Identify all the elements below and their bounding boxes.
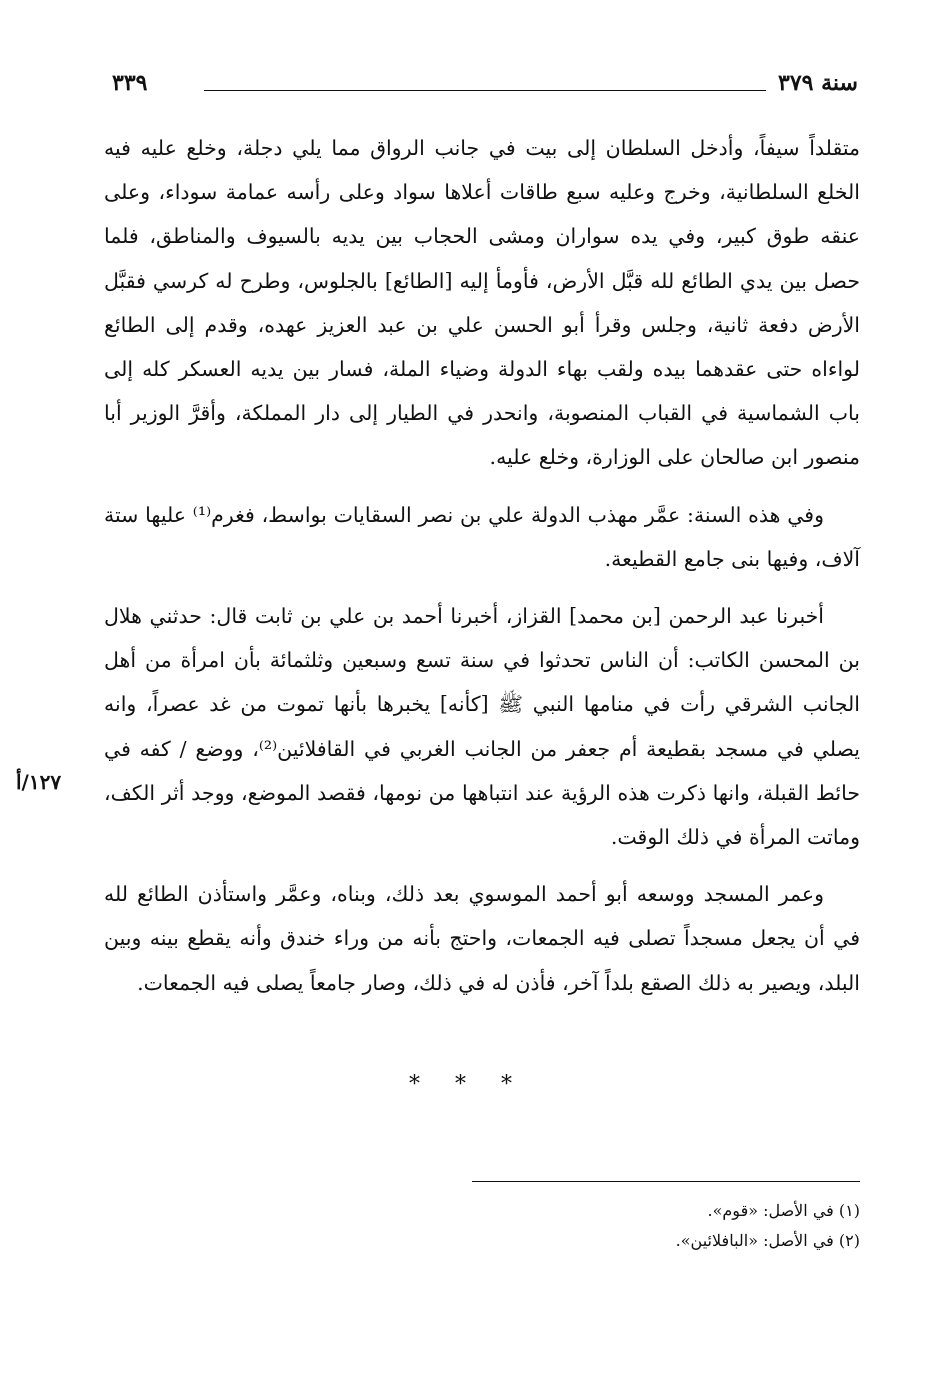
manuscript-folio-note: ١٢٧/أ: [16, 770, 62, 794]
paragraph-narration: أخبرنا عبد الرحمن [بن محمد] القزاز، أخبرنا أحمد بن علي بن ثابت قال: حدثني هلال بن المحسن الكاتب: أن الناس تحدثوا في سنة تسع وسبعين وثلثمائة بأن امرأة من أهل الجانب الشرقي رأت في منامها النبي ﷺ [كأنه] يخبرها بأنها تموت من غد عصراً، وانه يصلي في مسجد بقطيعة أم جعفر من الجانب الغربي في القافلائين⁽²⁾، ووضع / كفه في حائط القبلة، وانها ذكرت هذه الرؤية عند انتباهها من نومها، فقصد الموضع، ووجد أثر الكف، وماتت المرأة في ذلك الوقت.: [104, 604, 860, 850]
footnote-1: (١) في الأصل: «قوم».: [707, 1201, 860, 1220]
paragraph-mosque: وعمر المسجد ووسعه أبو أحمد الموسوي بعد ذلك، وبناه، وعمَّر واستأذن الطائع لله في أن يجعل مسجداً تصلى فيه الجمعات، واحتج بأنه من وراء خندق وأنه يقطع بينه وبين البلد، ويصير به ذلك الصقع بلداً آخر، فأذن له في ذلك، وصار جامعاً يصلى فيه الجمعات.: [104, 882, 860, 995]
footnote-2: (٢) في الأصل: «البافلائين».: [675, 1231, 860, 1250]
paragraph-continuation: متقلداً سيفاً، وأدخل السلطان إلى بيت في جانب الرواق مما يلي دجلة، وخلع عليه فيه الخلع السلطانية، وخرج وعليه سبع طاقات أعلاها سواد وعلى رأسه عمامة سوداء، وعلى عنقه طوق كبير، وفي يده سواران ومشى الحجاب بين يديه بالسيوف والمناطق، فلما حصل بين يدي الطائع لله قبَّل الأرض، فأومأ إليه [الطائع] بالجلوس، وطرح له كرسي فقبَّل الأرض دفعة ثانية، وجلس وقرأ أبو الحسن علي بن عبد العزيز عهده، وقدم إلى الطائع لواءاه حتى عقدهما بيده ولقب بهاء الدولة وضياء الملة، فسار بين يديه العسكر كله إلى باب الشماسية في القباب المنصوبة، وانحدر في الطيار إلى دار المملكة، وأقرَّ الوزير أبا منصور ابن صالحان على الوزارة، وخلع عليه.: [104, 136, 860, 470]
paragraph-year-events: وفي هذه السنة: عمَّر مهذب الدولة علي بن نصر السقايات بواسط، فغرم⁽¹⁾ عليها ستة آلاف، وفيها بنى جامع القطيعة.: [104, 502, 860, 571]
header-rule: [204, 90, 766, 91]
running-head-year: سنة ٣٧٩: [778, 70, 858, 96]
footnote-rule: [472, 1181, 860, 1182]
page-header: [112, 66, 858, 100]
section-separator: * * *: [409, 1072, 526, 1097]
footnotes: [420, 1196, 860, 1256]
page-number: ٣٣٩: [112, 70, 148, 96]
main-text: [104, 126, 860, 1005]
